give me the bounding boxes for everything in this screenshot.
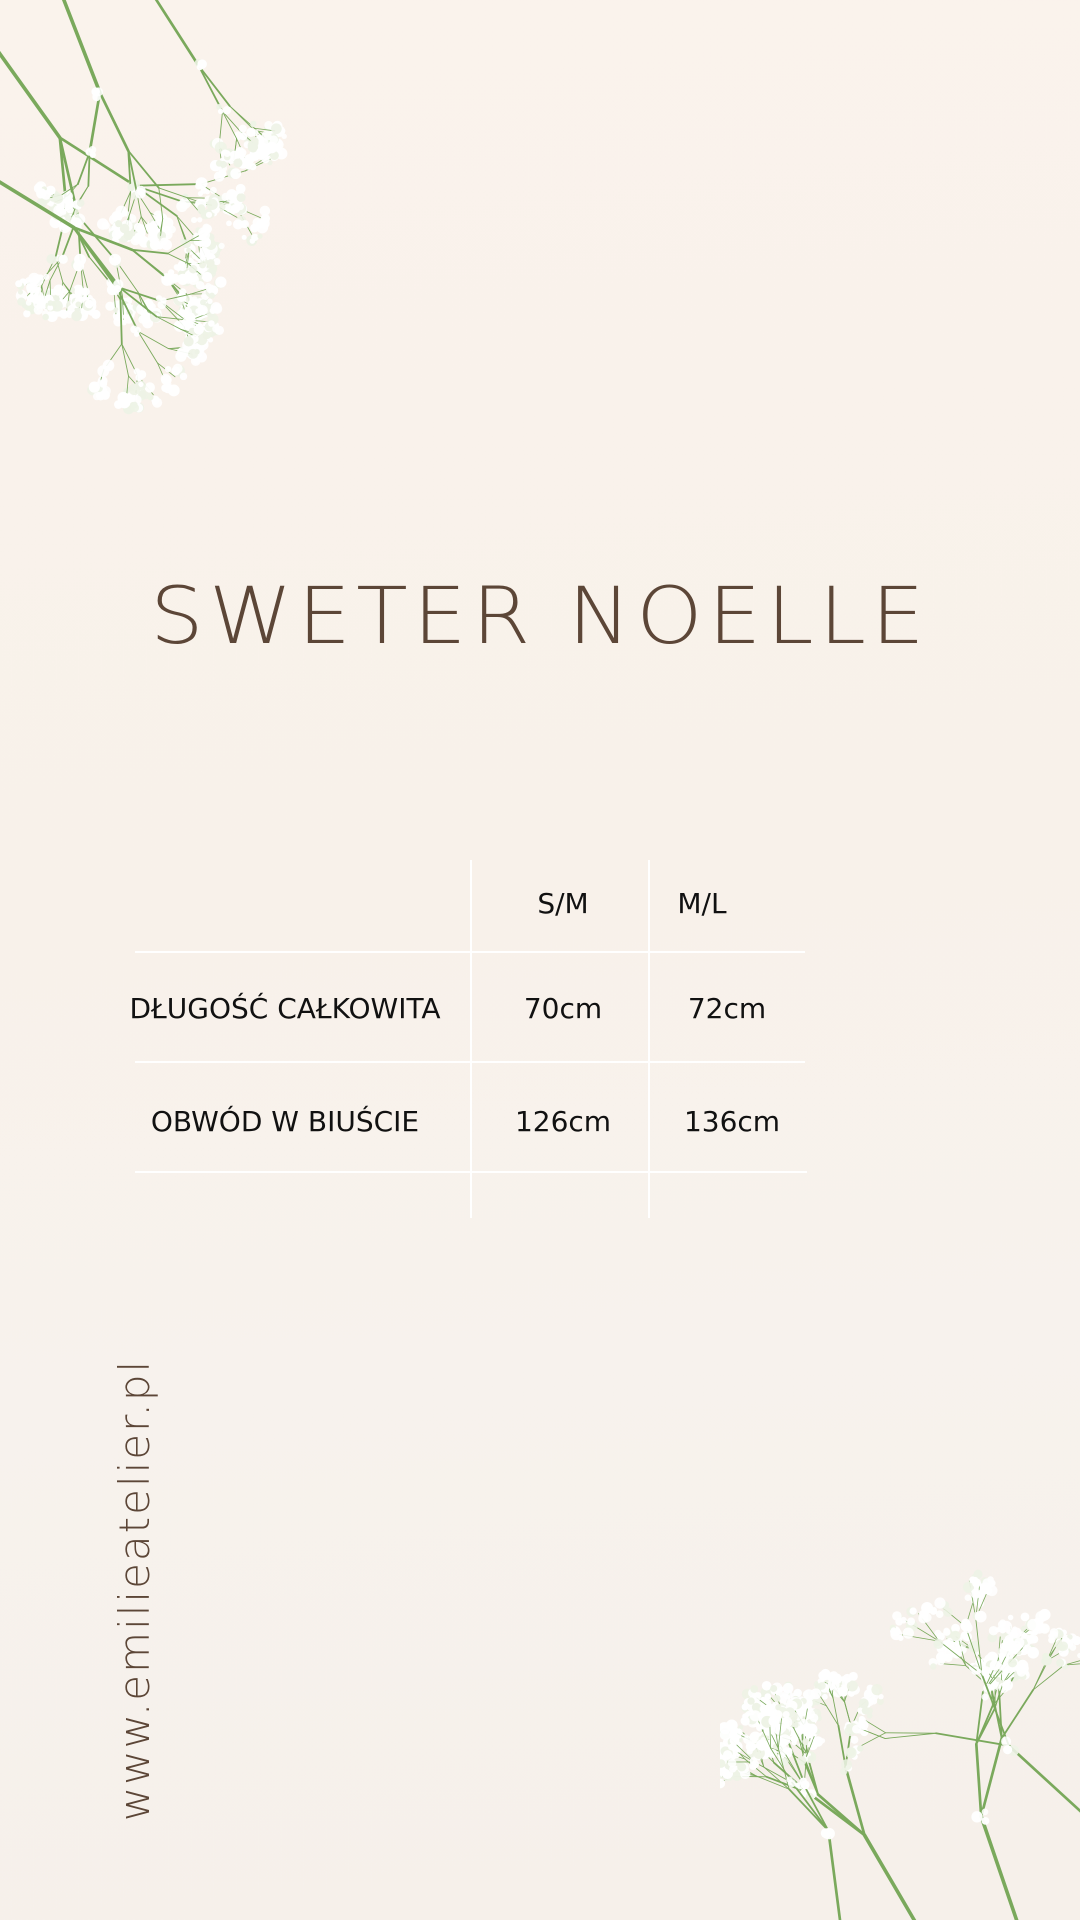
gypsophila-decoration-top bbox=[0, 0, 470, 470]
table-divider-horizontal-2 bbox=[135, 1061, 805, 1063]
cell-chest-circumference-s-m: 126cm bbox=[514, 1105, 612, 1138]
row-label-total-length: DŁUGOŚĆ CAŁKOWITA bbox=[129, 992, 441, 1025]
table-divider-vertical-1 bbox=[470, 860, 472, 1218]
gypsophila-decoration-bottom bbox=[720, 1520, 1080, 1920]
column-header-m-l: M/L bbox=[677, 887, 727, 920]
table-divider-horizontal-3 bbox=[135, 1171, 807, 1173]
product-title: SWETER NOELLE bbox=[150, 572, 930, 662]
cell-total-length-m-l: 72cm bbox=[687, 992, 767, 1025]
table-divider-vertical-2 bbox=[648, 860, 650, 1218]
cell-chest-circumference-m-l: 136cm bbox=[683, 1105, 781, 1138]
row-label-chest-circumference: OBWÓD W BIUŚCIE bbox=[150, 1105, 420, 1138]
column-header-s-m: S/M bbox=[537, 887, 589, 920]
website-url: www.emilieatelier.pl bbox=[110, 1358, 159, 1822]
cell-total-length-s-m: 70cm bbox=[523, 992, 603, 1025]
table-divider-horizontal-1 bbox=[135, 951, 805, 953]
